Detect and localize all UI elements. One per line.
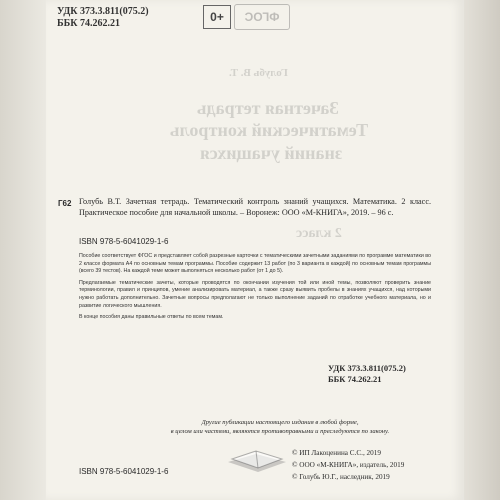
copyright-notice-line-2: в целом или частями, являются противоправными и преследуются по закону. [170, 428, 390, 435]
isbn-bottom: ISBN 978-5-6041029-1-6 [79, 467, 169, 476]
annotation-paragraph-3: В конце пособия даны правильные ответы по всем темам. [79, 314, 224, 321]
header-udk: УДК 373.3.811(075.2) [57, 6, 149, 17]
header-classification [57, 6, 149, 30]
annotation-paragraph-2: Предлагаемые тематические зачеты, которые проводятся по окончании изучения той или иной темы, позволяют проверить знание терминологии, правил и принципов, умение анализировать материал, а также сразу выявить пробелы в знаниях учащихся, над которыми нужно работать дополнительно. Зачетные вопросы предполагают не только выполнение заданий по отработке учебного материала, но и развитие логического мышления. [79, 279, 431, 309]
annotation-paragraph-1: Пособие соответствует ФГОС и представляет собой разрезные карточки с тематическими зачетными заданиями по программе математики во 2 классе формата А4 по основным темам программы. Пособие содержит 13 работ (по 3 варианта в каждой) по основным темам программы (всего 39 тестов). На каждой теме может выполняться несколько работ (от 1 до 5). [79, 253, 431, 275]
bibliographic-entry: Голубь В.Т. Зачетная тетрадь. Тематический контроль знаний учащихся. Математика. 2 класс. Практическое пособие для начальной школы. – Воронеж: ООО «М-КНИГА», 2019. – 96 с. [79, 197, 431, 217]
ghost-author: Голубь В. Т. [229, 67, 288, 79]
copyright-notice-line-1: Другие публикации настоящего издания в любой форме, [201, 419, 359, 426]
fgos-mark: ФГОС [234, 4, 290, 30]
annotation [79, 253, 431, 326]
footer-udk: УДК 373.3.811(075.2) [328, 363, 406, 373]
ghost-title-2: Тематический контроль [170, 120, 369, 140]
credit-line-2: © ООО «М-КНИГА», издатель, 2019 [292, 461, 405, 469]
copyright-credits [292, 447, 404, 483]
page-gutter [0, 0, 46, 500]
header-bbk: ББК 74.262.21 [57, 18, 120, 29]
page-edge-shadow [464, 0, 500, 500]
ghost-title-3: знаний учащихся [200, 143, 343, 163]
footer-classification [328, 363, 406, 385]
age-rating-badge: 0+ [203, 5, 231, 29]
ghost-title-1: Зачетная тетрадь [197, 98, 339, 118]
credit-line-3: © Голубь Ю.Г., наследник, 2019 [292, 473, 390, 481]
publisher-book-icon [222, 432, 292, 474]
isbn-top: ISBN 978-5-6041029-1-6 [79, 237, 169, 246]
catalog-code: Г62 [58, 199, 72, 208]
credit-line-1: © ИП Лакоценина С.С., 2019 [292, 449, 381, 457]
ghost-grade: 2 класс [296, 226, 342, 241]
footer-bbk: ББК 74.262.21 [328, 374, 382, 384]
